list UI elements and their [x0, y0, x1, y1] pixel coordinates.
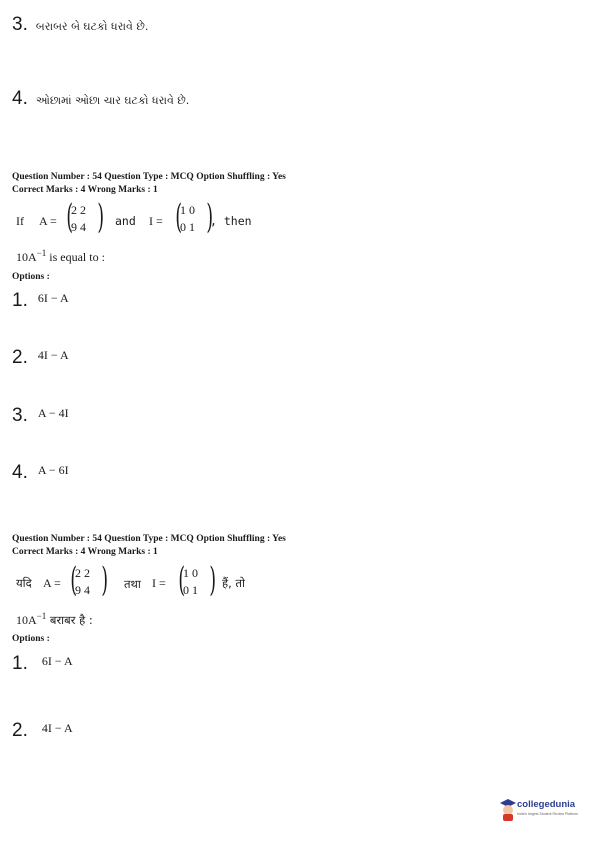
option-number: 3.: [12, 405, 28, 426]
option-3: [12, 405, 69, 427]
question-meta-line1-hi: Question Number : 54 Question Type : MCQ Option Shuffling : Yes: [12, 534, 286, 544]
option-number: 1.: [12, 653, 28, 674]
option-4: [12, 462, 69, 484]
question-and: and: [115, 214, 136, 228]
option-2: [12, 347, 69, 369]
options-label-hi: Options :: [12, 634, 50, 644]
matrix-a-hi: ( 2 2 9 4 ): [70, 560, 108, 600]
matrix-i-label: I =: [149, 214, 163, 228]
expr-sup: −1: [36, 611, 47, 621]
option-text: A − 6I: [37, 463, 69, 477]
matrix-a-label: A =: [39, 214, 57, 228]
matrix-i-hi: ( 1 0 0 1 ): [178, 560, 216, 600]
option-number: 4.: [12, 88, 28, 109]
matrix-i-row2: 0 1: [183, 583, 198, 597]
matrix-i-row1: 1 0: [183, 566, 198, 580]
option-text: 4I − A: [37, 348, 69, 362]
expr-base: 10A: [16, 250, 37, 264]
expr-base: 10A: [16, 613, 37, 627]
question-then-hi: हैं, तो: [222, 576, 245, 590]
option-number: 2.: [12, 720, 28, 741]
top-option-4: [12, 88, 189, 110]
option-number: 3.: [12, 14, 28, 35]
matrix-a-row2: 9 4: [75, 583, 90, 597]
logo-tagline: India's largest Student Review Platform: [517, 812, 578, 816]
option-1: [12, 290, 69, 312]
expr-sup: −1: [36, 248, 47, 258]
option-text: 6I − A: [37, 291, 69, 305]
matrix-a-row1: 2 2: [75, 566, 90, 580]
matrix-i-row2: 0 1: [180, 220, 195, 234]
question-expression-hi: [16, 611, 93, 628]
option-number: 4.: [12, 462, 28, 483]
question-then: , then: [210, 214, 252, 228]
graduate-mascot-icon: [499, 797, 517, 821]
option-2-hi: [12, 720, 73, 742]
option-text: A − 4I: [37, 406, 69, 420]
question-expression: [16, 248, 105, 265]
question-meta-line2: Correct Marks : 4 Wrong Marks : 1: [12, 185, 158, 195]
options-label: Options :: [12, 272, 50, 282]
option-number: 1.: [12, 290, 28, 311]
option-number: 2.: [12, 347, 28, 368]
matrix-i: ( 1 0 0 1 ): [175, 197, 213, 237]
question-if-hi: यदि: [16, 576, 32, 590]
logo-name: collegedunia: [517, 799, 576, 810]
matrix-a: ( 2 2 9 4 ): [66, 197, 104, 237]
question-if: If: [16, 214, 24, 228]
matrix-a-row2: 9 4: [71, 220, 86, 234]
option-text: 6I − A: [41, 654, 73, 668]
matrix-i-label-hi: I =: [152, 576, 166, 590]
expr-rest: is equal to :: [46, 250, 105, 264]
question-meta-line2-hi: Correct Marks : 4 Wrong Marks : 1: [12, 547, 158, 557]
option-1-hi: [12, 653, 73, 675]
option-text: ઓછામાં ઓછા ચાર ઘટકો ધરાવે છે.: [35, 94, 190, 107]
option-text: બરાબર બે ઘટકો ધરાવે છે.: [35, 20, 149, 33]
matrix-a-row1: 2 2: [71, 203, 86, 217]
matrix-a-label-hi: A =: [43, 576, 61, 590]
question-meta-line1: Question Number : 54 Question Type : MCQ Option Shuffling : Yes: [12, 172, 286, 182]
question-and-hi: तथा: [124, 577, 141, 591]
option-text: 4I − A: [41, 721, 73, 735]
expr-rest: बराबर है :: [46, 613, 93, 627]
top-option-3: [12, 14, 148, 36]
collegedunia-logo: [499, 797, 589, 821]
matrix-i-row1: 1 0: [180, 203, 195, 217]
